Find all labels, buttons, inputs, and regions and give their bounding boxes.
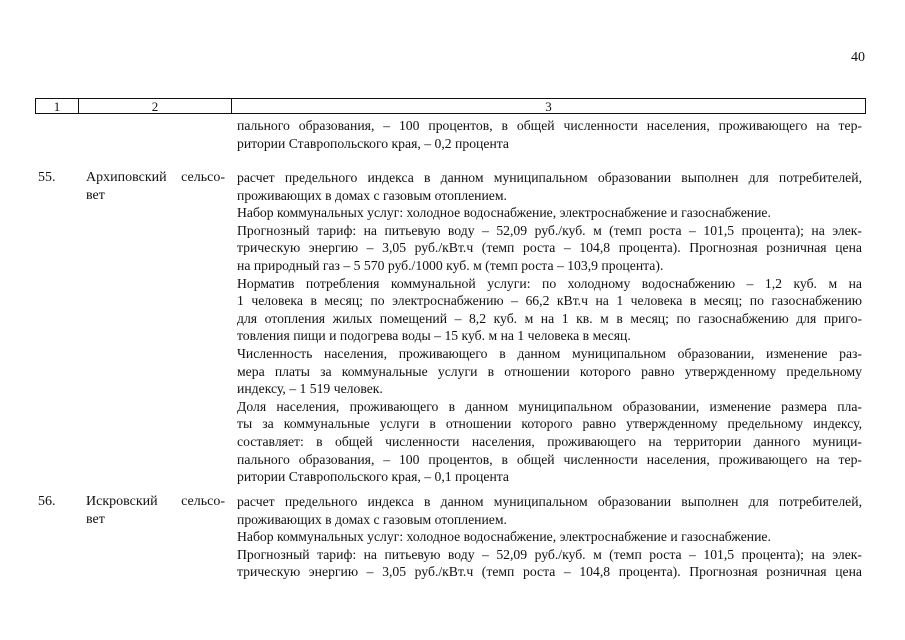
paragraph [237,275,862,345]
text-line: ритории Ставропольского края, – 0,2 процента [237,135,509,151]
text-line: трическую энергию – 3,05 руб./кВт.ч (темп роста – 104,8 процента). Прогнозная розничная цена [237,564,862,580]
text-line: Норматив потребления коммунальной услуги: по холодному водоснабжению – 1,2 куб. м на [237,275,862,291]
table-header-col1: 1 [36,99,79,113]
text-line: индексу, – 1 519 человек. [237,381,383,397]
text-line: расчет предельного индекса в данном муниципальном образовании выполнен для потребителей, [237,170,862,185]
text-line: Прогнозный тариф: на питьевую воду – 52,09 руб./куб. м (темп роста – 101,5 процента); на элек- [237,222,862,238]
name-line: вет [86,511,105,527]
table-header [35,98,866,114]
table-header-col3: 3 [545,98,552,114]
page-number: 40 [851,50,865,65]
text-line: проживающих в домах с газовым отоплением. [237,187,507,203]
entry-description [237,493,862,581]
text-line: ритории Ставропольского края, – 0,1 процента [237,469,509,485]
paragraph [237,546,862,581]
paragraph [237,345,862,398]
name-line: Архиповский сельсо- [86,170,225,185]
text-line: проживающих в домах с газовым отоплением. [237,511,507,527]
text-line: составляет: в общей численности населения, проживающего на территории данного муници- [237,433,862,449]
entry-number: 56. [38,494,56,509]
text-line: Прогнозный тариф: на питьевую воду – 52,09 руб./куб. м (темп роста – 101,5 процента); на элек- [237,546,862,562]
name-line: Искровский сельсо- [86,494,225,509]
text-line: мера платы за коммунальные услуги в отношении которого равно утвержденному предельному [237,363,862,379]
entry-number: 55. [38,170,56,185]
paragraph [237,204,862,222]
text-line: товления пищи и подогрева воды – 15 куб. м на 1 человека в месяц. [237,328,631,344]
continuation-text [237,117,862,152]
entry-description [237,169,862,486]
text-line: Набор коммунальных услуг: холодное водоснабжение, электроснабжение и газоснабжение. [237,529,771,545]
text-line: для отопления жилых помещений – 8,2 куб. м на 1 кв. м в месяц; по газоснабжению для приго- [237,310,862,326]
text-line: на природный газ – 5 570 руб./1000 куб. м (темп роста – 103,9 процента). [237,257,664,273]
text-line: ты за коммунальные услуги в отношении которого равно утвержденному предельному индексу, [237,416,862,432]
text-line: трическую энергию – 3,05 руб./кВт.ч (темп роста – 104,8 процента). Прогнозная розничная цена [237,240,862,256]
table-header-col2: 2 [79,99,232,113]
text-line: пального образования, – 100 процентов, в общей численности населения, проживающего на тер- [237,118,862,133]
text-line: пального образования, – 100 процентов, в общей численности населения, проживающего на тер- [237,451,862,467]
text-line: 1 человека в месяц; по электроснабжению – 66,2 кВт.ч на 1 человека в месяц; по газоснабжению [237,293,862,309]
paragraph [237,493,862,528]
municipality-name [86,493,225,528]
paragraph [237,398,862,486]
municipality-name [86,169,225,204]
paragraph [237,528,862,546]
paragraph [237,222,862,275]
text-line: Доля населения, проживающего в данном муниципальном образовании, изменение размера пла- [237,398,862,414]
name-line: вет [86,187,105,203]
text-line: расчет предельного индекса в данном муниципальном образовании выполнен для потребителей, [237,494,862,509]
text-line: Численность населения, проживающего в данном муниципальном образовании, изменение раз- [237,345,862,361]
text-line: Набор коммунальных услуг: холодное водоснабжение, электроснабжение и газоснабжение. [237,205,771,221]
paragraph [237,169,862,204]
